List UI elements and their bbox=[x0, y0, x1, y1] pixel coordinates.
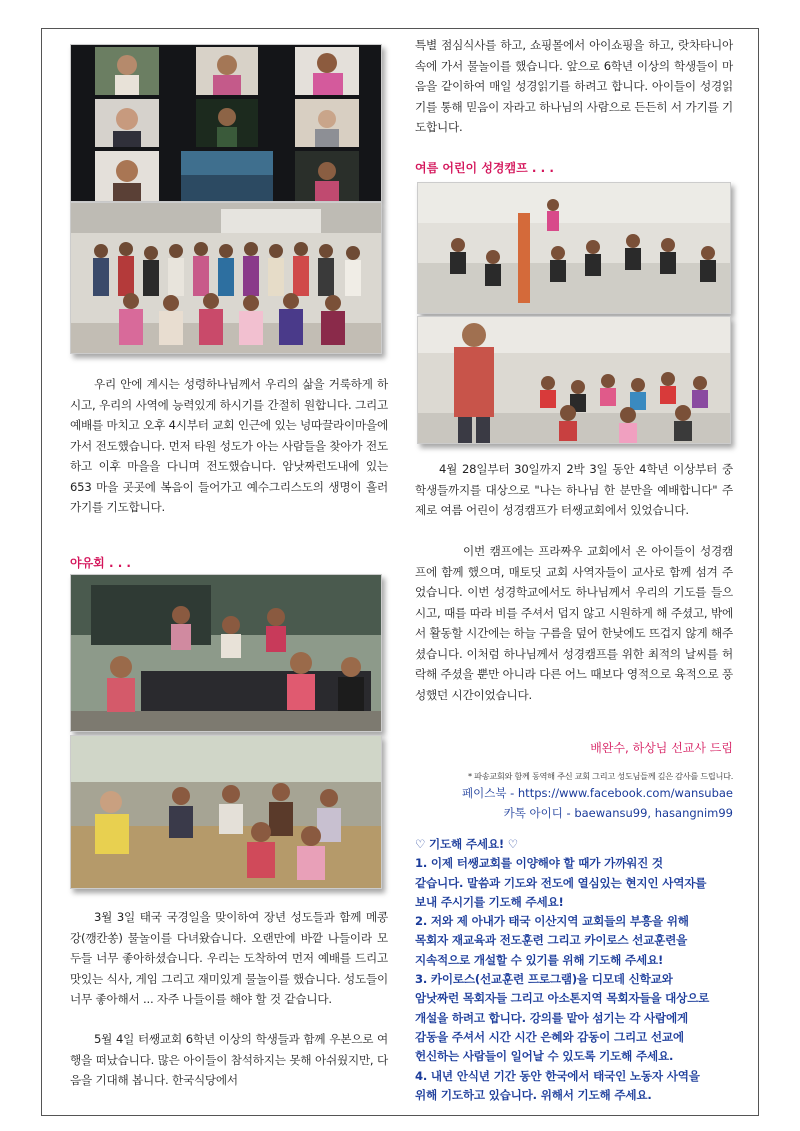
church-group-photo bbox=[70, 202, 382, 354]
paragraph-mekong-outing: 3월 3일 태국 국경일을 맞이하여 장년 성도들과 함께 메콩강(깽칸쏭) 물놀이를 다녀왔습니다. 오랜만에 바깥 나들이라 모두들 너무 좋아하셨습니다. 우리는 도착하여 먼저 예배를 드리고 맛있는 식사, 게임 그리고 재미있게 물놀이를 했습니다. 성도들이 너무 좋아해서 ... 자주 나들이를 해야 할 것 같습니다. bbox=[70, 910, 388, 1006]
signature: 배완수, 하상님 선교사 드림 bbox=[590, 741, 733, 755]
group-graphic bbox=[71, 203, 382, 354]
camp-exercise-photo bbox=[417, 182, 731, 314]
prayer-line: 목회자 재교육과 전도훈련 그리고 카이로스 선교훈련을 bbox=[415, 933, 688, 948]
camp-teaching-graphic bbox=[418, 317, 731, 444]
prayer-line: 지속적으로 개설할 수 있기를 위해 기도해 주세요! bbox=[415, 952, 664, 967]
newsletter-page bbox=[41, 28, 759, 1116]
truck-outing-photo bbox=[70, 574, 382, 732]
river-picnic-photo bbox=[70, 735, 382, 889]
prayer-requests bbox=[415, 835, 733, 1105]
paragraph-evangelism: 우리 안에 계시는 성령하나님께서 우리의 삶을 거룩하게 하시고, 우리의 사역에 능력있게 하시기를 간절히 원합니다. 그리고 예배를 마치고 오후 4시부터 교회 인근에 있는 넝따끌라이마을에 가서 전도했습니다. 먼저 타원 성도가 아는 사람들을 찾아가 전도하고 이후 마을을 다니며 전도했습니다. 암낫짜런도내에 있는 653 마을 곳곳에 복음이 들어가고 예수그리스도의 생명이 흘러가기를 기도합니다. bbox=[70, 377, 388, 514]
paragraph-camp-intro: 4월 28일부터 30일까지 2박 3일 동안 4학년 이상부터 중학생들까지를 대상으로 "나는 하나님 한 분만을 예배합니다" 주제로 여름 어린이 성경캠프가 터쌩교회에서 있었습니다. bbox=[415, 462, 733, 517]
kakao-id: 카톡 아이디 - baewansu99, hasangnim99 bbox=[503, 806, 733, 820]
facebook-link[interactable]: 페이스북 - https://www.facebook.com/wansubae bbox=[462, 786, 733, 800]
paragraph-ubon-trip: 5월 4일 터쌩교회 6학년 이상의 학생들과 함께 우본으로 여행을 떠났습니다. 많은 아이들이 참석하지는 못해 아쉬웠지만, 다음을 기대해 봅니다. 한국식당에서 bbox=[70, 1032, 388, 1087]
camp-teaching-photo bbox=[417, 316, 731, 444]
camp-exercise-graphic bbox=[418, 183, 731, 314]
paragraph-camp-details: 이번 캠프에는 프라짜우 교회에서 온 아이들이 성경캠프에 함께 했으며, 매토딧 교회 사역자들이 교사로 함께 섬겨 주었습니다. 이번 성경학교에서도 하나님께서 우리의 기도를 들으시고, 때를 따라 비를 주셔서 덥지 않고 시원하게 해 주셨고, 밖에서 활동할 시간에는 하늘 구름을 덮어 한낮에도 뜨겁지 않게 해주셨습니다. 이처럼 하나님께서 성경캠프를 위한 최적의 날씨를 허락해 주셨을 뿐만 아니라 다른 어느 때보다 영적으로 육적으로 풍성했던 시간이었습니다. bbox=[415, 544, 733, 702]
zoom-meeting-photo bbox=[70, 44, 382, 202]
prayer-line: 4. 내년 안식년 기간 동안 한국에서 태국인 노동자 사역을 bbox=[415, 1068, 700, 1083]
prayer-line: 개설을 하려고 합니다. 강의를 맡아 섬기는 각 사람에게 bbox=[415, 1010, 689, 1025]
prayer-line: 1. 이제 터쌩교회를 이양해야 할 때가 가까워진 것 bbox=[415, 856, 663, 871]
zoom-grid-graphic bbox=[71, 45, 382, 202]
picnic-graphic bbox=[71, 736, 382, 889]
prayer-line: 보내 주시기를 기도해 주세요! bbox=[415, 894, 564, 909]
heading-bible-camp: 여름 어린이 성경캠프 . . . bbox=[415, 161, 554, 175]
heading-outing: 야유회 . . . bbox=[70, 556, 131, 570]
prayer-line: 위해 기도하고 있습니다. 위해서 기도해 주세요. bbox=[415, 1087, 652, 1102]
prayer-line: 2. 저와 제 아내가 태국 이산지역 교회들의 부흥을 위해 bbox=[415, 914, 689, 929]
prayer-heading: ♡ 기도해 주세요! ♡ bbox=[415, 837, 518, 851]
thanks-note: * 파송교회와 함께 동역해 주신 교회 그리고 성도님들께 깊은 감사를 드립니다. bbox=[467, 771, 733, 781]
prayer-line: 암낫짜런 목회자들 그리고 아소톤지역 목회자들을 대상으로 bbox=[415, 991, 710, 1006]
prayer-line: 헌신하는 사람들이 일어날 수 있도록 기도해 주세요. bbox=[415, 1049, 674, 1064]
prayer-line: 3. 카이로스(선교훈련 프로그램)을 디모데 신학교와 bbox=[415, 972, 673, 987]
truck-graphic bbox=[71, 575, 382, 732]
prayer-line: 감동을 주셔서 시간 시간 은혜와 감동이 그리고 선교에 bbox=[415, 1029, 684, 1044]
prayer-line: 같습니다. 말씀과 기도와 전도에 열심있는 현지인 사역자를 bbox=[415, 875, 707, 890]
paragraph-ubon-continued: 특별 점심식사를 하고, 쇼핑몰에서 아이쇼핑을 하고, 랏차타니아속에 가서 물놀이를 했습니다. 앞으로 6학년 이상의 학생들이 마음을 같이하여 매일 성경읽기를 하려고 합니다. 아이들이 성경읽기를 통해 믿음이 자라고 하나님의 사람으로 든든히 서 가기를 기도합니다. bbox=[415, 38, 733, 134]
